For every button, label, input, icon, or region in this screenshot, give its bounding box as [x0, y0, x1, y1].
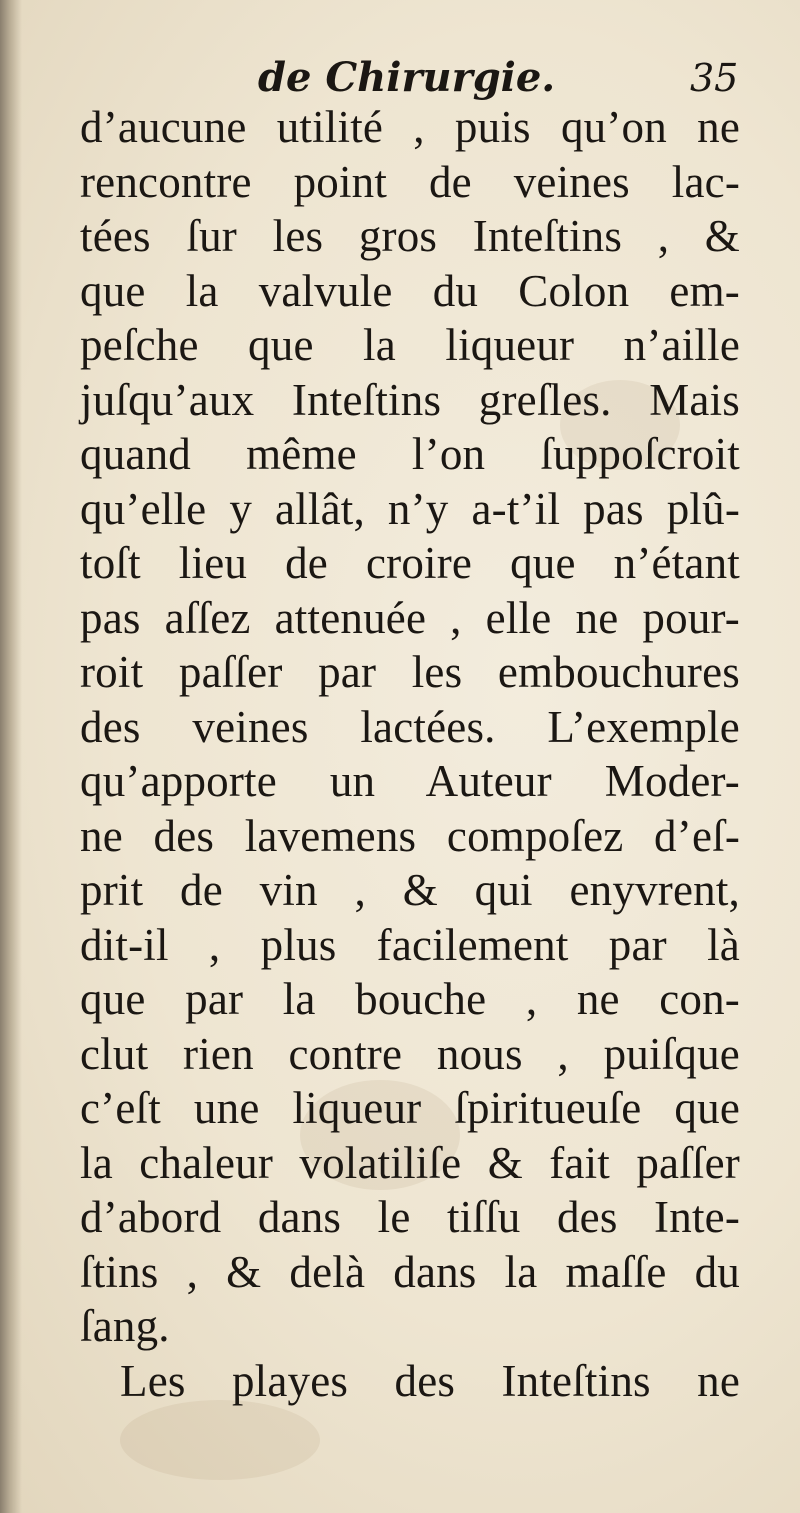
text-line: que la valvule du Colon em- [80, 265, 740, 316]
running-title: de Chirurgie. [258, 54, 556, 101]
text-line: des veines lactées. L’exemple [80, 701, 740, 752]
text-line: qu’apporte un Auteur Moder- [80, 756, 740, 806]
text-line: Les playes des Inteſtins ne [120, 1355, 740, 1406]
binding-shadow [0, 0, 22, 1513]
page-number: 35 [690, 56, 739, 100]
text-line: rencontre point de veines lac- [80, 156, 740, 207]
text-line: tées ſur les gros Inteſtins , & [80, 211, 740, 261]
text-line: la chaleur volatiliſe & fait paſſer [80, 1137, 740, 1188]
paper-stain [120, 1400, 320, 1480]
text-line: c’eſt une liqueur ſpiritueuſe que [80, 1083, 740, 1133]
text-line: dit-il , plus facilement par là [80, 919, 740, 970]
paragraph-end-line: ſang. [80, 1301, 170, 1351]
text-line: ne des lavemens compoſez d’eſ- [80, 810, 740, 861]
text-line: que par la bouche , ne con- [80, 974, 740, 1024]
text-line: toſt lieu de croire que n’étant [80, 538, 740, 588]
text-line: qu’elle y allât, n’y a-t’il pas plû- [80, 483, 740, 534]
text-line: d’aucune utilité , puis qu’on ne [80, 102, 740, 152]
text-line: roit paſſer par les embouchures [80, 647, 740, 697]
text-line: clut rien contre nous , puiſque [80, 1028, 740, 1079]
text-line: quand même l’on ſuppoſcroit [80, 429, 740, 479]
text-line: juſqu’aux Inteſtins greſles. Mais [80, 374, 740, 425]
text-line: peſche que la liqueur n’aille [80, 320, 740, 370]
text-line: ſtins , & delà dans la maſſe du [80, 1246, 740, 1297]
text-line: d’abord dans le tiſſu des Inte- [80, 1192, 740, 1242]
body-text [80, 100, 740, 1408]
text-line: prit de vin , & qui enyvrent, [80, 865, 740, 915]
text-line: pas aſſez attenuée , elle ne pour- [80, 592, 740, 643]
